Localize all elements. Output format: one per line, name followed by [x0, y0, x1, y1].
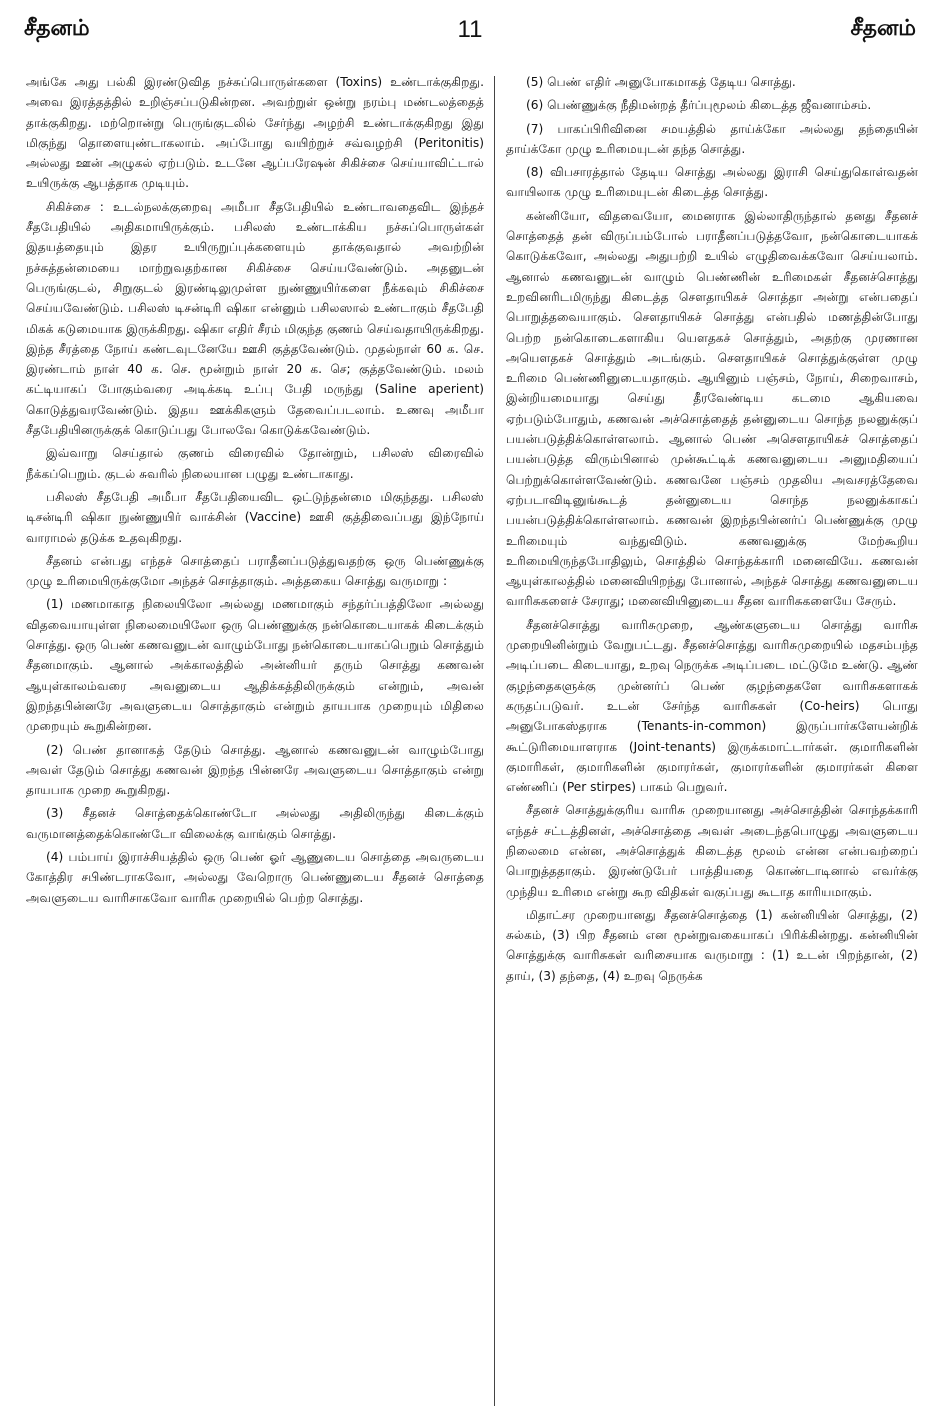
list-item-1: (1) மணமாகாத நிலையிலோ அல்லது மணமாகும் சந்தர்ப்பத்திலோ அல்லது விதவையாயுள்ள நிலைமையிலோ ஒரு பெண்ணுக்கு நன்கொடையாகக் கிடைக்கும் சொத்து. ஒரு பெண் கணவனுடன் வாழும்போது நன்கொடையாகப்பெறும் சொத்தும் சீதனமாகும். ஆனால் அக்காலத்தில் அன்னியர் தரும் சொத்து கணவன் ஆயுள்காலம்வரை அவனுடைய ஆதிக்கத்திலிருக்கும் என்றும், அவன் இறந்தபின்னரே அவளுடைய சொத்தாகும் என்றும் தாயபாக முறையும் மிதிலை முறையும் கூறுகின்றன. — [26, 597, 484, 734]
page-number: 11 — [457, 16, 483, 43]
paragraph-dysentery-toxins: அங்கே அது பல்கி இரண்டுவித நச்சுப்பொருள்களை (Toxins) உண்டாக்குகிறது. அவை இரத்தத்தில் உறிஞ்சப்படுகின்றன. அவற்றுள் ஒன்று நரம்பு மண்டலத்தைத் தாக்குகிறது. மற்றொன்று பெருங்குடலில் சேர்ந்து அழற்சி உண்டாக்குகிறது இது மிகுந்து தொளையுண்டாகலாம். அப்போது வயிற்றுச் சவ்வழற்சி (Peritonitis) அல்லது ஊன் அழுகல் ஏற்படும். உடனே ஆப்பரேஷன் சிகிச்சை செய்யாவிட்டால் உயிருக்கு ஆபத்தாக முடியும். — [26, 75, 484, 191]
right-column — [506, 72, 918, 1417]
column-divider — [494, 76, 495, 1406]
list-item-5: (5) பெண் எதிர் அனுபோகமாகத் தேடிய சொத்து. — [526, 75, 796, 89]
paragraph-mitakshara: மிதாட்சர முறையானது சீதனச்சொத்தை (1) கன்னியின் சொத்து, (2) சுல்கம், (3) பிற சீதனம் என மூன்றுவகையாகப் பிரிக்கின்றது. கன்னியின் சொத்துக்கு வாரிசுகள் வரிசையாக வருமாறு : (1) உடன் பிறந்தான், (2) தாய், (3) தந்தை, (4) உறவு நெருக்க — [506, 907, 918, 983]
paragraph-stridhana-definition: சீதனம் என்பது எந்தச் சொத்தைப் பராதீனப்படுத்துவதற்கு ஒரு பெண்ணுக்கு முழு உரிமையிருக்குமோ அந்தச் சொத்தாகும். அத்தகைய சொத்து வருமாறு : — [26, 553, 484, 589]
paragraph-treatment: சிகிச்சை : உடல்நலக்குறைவு அமீபா சீதபேதியில் உண்டாவதைவிட இந்தச் சீதபேதியில் அதிகமாயிருக்கும். பசிலஸ் உண்டாக்கிய நச்சுப்பொருள்கள் இதயத்தையும் இதர உயிருறுப்புக்களையும் தாக்குவதால் அவற்றின் நச்சுத்தன்மையை மாற்றுவதற்கான சிகிச்சை செய்யவேண்டும். அதனுடன் பெருங்குடல், சிறுகுடல் இரண்டிலுமுள்ள நுண்ணுயிர்களை நீக்கவும் சிகிச்சை செய்யவேண்டும். பசிலஸ் டிசன்டிரி ஷிகா என்னும் பசிலஸால் உண்டாகும் சீதபேதி மிகக் கடுமையாக இருக்கிறது. ஷிகா எதிர் சீரம் மிகுந்த குணம் செய்வதாயிருக்கிறது. இந்த சீரத்தை நோய் கண்டவுடனேயே ஊசி குத்தவேண்டும். முதல்நாள் 60 க. செ. இரண்டாம் நாள் 40 க. செ. மூன்றும் நாள் 20 க. செ; குத்தவேண்டும். மலம் கட்டியாகப் போகும்வரை அடிக்கடி உப்பு பேதி மருந்து (Saline aperient) கொடுத்துவரவேண்டும். இதய ஊக்கிகளும் தேவைப்படலாம். உணவு அமீபா சீதபேதியினருக்குக் கொடுப்பது போலவே கொடுக்கவேண்டும். — [26, 199, 484, 438]
list-item-2: (2) பெண் தானாகத் தேடும் சொத்து. ஆனால் கணவனுடன் வாழும்போது அவள் தேடும் சொத்து கணவன் இறந்த பின்னரே அவளுடைய சொத்தாகும் என்று தாயபாக முறை கூறுகிறது. — [26, 742, 484, 798]
left-column — [26, 72, 484, 1417]
list-item-7: (7) பாகப்பிரிவினை சமயத்தில் தாய்க்கோ அல்லது தந்தையின் தாய்க்கோ முழு உரிமையுடன் தந்த சொத்து. — [506, 121, 918, 156]
paragraph-vaccine: பசிலஸ் சீதபேதி அமீபா சீதபேதியைவிட ஒட்டுந்தன்மை மிகுந்தது. பசிலஸ் டிசன்டிரி ஷிகா நுண்ணுயிர் வாக்சின் (Vaccine) ஊசி குத்திவைப்பது இந்நோய் வாராமல் தடுக்க உதவுகிறது. — [26, 489, 484, 545]
list-item-4: (4) பம்பாய் இராச்சியத்தில் ஒரு பெண் ஓர் ஆணுடைய சொத்தை அவருடைய கோத்திர சபிண்டராகவோ, அல்லது வேறொரு பெண்ணுடைய சீதனச் சொத்தை அவளுடைய வாரிசாகவோ வாரிசு முறையில் பெற்ற சொத்து. — [26, 849, 484, 905]
list-item-6: (6) பெண்ணுக்கு நீதிமன்றத் தீர்ப்புமூலம் கிடைத்த ஜீவனாம்சம். — [526, 98, 872, 113]
paragraph-rights: கன்னியோ, விதவையோ, மைனராக இல்லாதிருந்தால் தனது சீதனச் சொத்தைத் தன் விருப்பம்போல் பராதீனப்படுத்தவோ, நன்கொடையாகக் கொடுக்கவோ, அல்லது அதுபற்றி உயில் எழுதிவைக்கவோ செய்யலாம். ஆனால் கணவனுடன் வாழும் பெண்ணின் உரிமைகள் சீதனச்சொத்து உறவினரிடமிருந்து கிடைத்த சௌதாயிகச் சொத்தா அன்று என்பதைப் பொறுத்தவையாகும். சௌதாயிகச் சொத்து என்பதில் மணத்தின்போது பெற்ற நன்கொடைகளாகிய யௌதகச் சொத்தும், அதற்கு முரணான அயௌதகச் சொத்தும் அடங்கும். சௌதாயிகச் சொத்துக்குள்ள முழு உரிமை பெண்ணினுடையதாகும். ஆயினும் பஞ்சம், நோய், சிறைவாசம், இன்றியமையாது செய்து தீரவேண்டிய கடமை ஆகியவை ஏற்படும்போதும், கணவன் அச்சொத்தைத் தன்னுடைய சொந்த நலனுக்குப் பயன்படுத்திக்கொள்ளலாம். ஆனால் பெண் அசௌதாயிகச் சொத்தைப் பயன்படுத்த விரும்பினால் முன்கூட்டிக் கணவனுடைய அனுமதியைப் பெற்றுக்கொள்ளவேண்டும். கணவனே பஞ்சம் முதலிய அவசரத்தேவை ஏற்படாவிடினுங்கூடத் தன்னுடைய சொந்த நலனுக்காகப் பயன்படுத்திக்கொள்ளலாம். கணவன் இறந்தபின்னர்ப் பெண்ணுக்கு முழு உரிமையும் வந்துவிடும். கணவனுக்கு மேற்கூறிய உரிமையிருந்தபோதிலும், சொத்தில் சொந்தக்காரி மனைவியே. கணவன் ஆயுள்காலத்தில் மனைவியிறந்து போனால், அந்தச் சொத்து கணவனுடைய வாரிசுகளைச் சேராது; மனைவியினுடைய சீதன வாரிசுகளையே சேரும். — [506, 208, 918, 609]
list-item-8: (8) விபசாரத்தால் தேடிய சொத்து அல்லது இராசி செய்துகொள்வதன் வாயிலாக முழு உரிமையுடன் கிடைத்த சொத்து. — [506, 165, 918, 200]
paragraph-succession-rules: சீதனச் சொத்துக்குரிய வாரிசு முறையானது அச்சொத்தின் சொந்தக்காரி எந்தச் சட்டத்தினள், அச்சொத்தை அவள் அடைந்தபொழுது அவளுடைய நிலைமை என்ன, அச்சொத்துக் கிடைத்த மூலம் என்ன என்பவற்றைப் பொறுத்ததாகும். இரண்டுபேர் பாத்தியதை கொண்டாடினால் எவர்க்கு முந்திய உரிமை என்று கூற விதிகள் வகுப்பது கூடாத காரியமாகும். — [506, 803, 918, 899]
paragraph-succession: சீதனச்சொத்து வாரிசுமுறை, ஆண்களுடைய சொத்து வாரிசு முறையினின்றும் வேறுபட்டது. சீதனச்சொத்து வாரிசுமுறையில் மதசம்பந்த அடிப்படை கிடையாது, உறவு நெருக்க அடிப்படை மட்டுமே உண்டு. ஆண் குழந்தைகளுக்கு முன்னர்ப் பெண் குழந்தைகளே வாரிசுகளாகக் கருதப்படுவர். உடன் சேர்ந்த வாரிசுகள் (Co-heirs) பொது அனுபோகஸ்தராக (Tenants-in-common) இருப்பார்களேயன்றிக் கூட்டுரிமையாளராக (Joint-tenants) இருக்கமாட்டார்கள். குமாரிகளின் குமாரிகள், குமாரிகளின் குமாரர்கள், குமாரர்களின் குமாரர்கள் கிளை எண்ணிப் (Per stirpes) பாகம் பெறுவர். — [506, 617, 918, 795]
running-head-left: சீதனம் — [24, 16, 90, 41]
paragraph-recovery: இவ்வாறு செய்தால் குணம் விரைவில் தோன்றும், பசிலஸ் விரைவில் நீக்கப்பெறும். குடல் சுவரில் நிலையான பழுது உண்டாகாது. — [26, 446, 484, 481]
list-item-3: (3) சீதனச் சொத்தைக்கொண்டோ அல்லது அதிலிருந்து கிடைக்கும் வருமானத்தைக்கொண்டோ விலைக்கு வாங்கும் சொத்து. — [26, 806, 484, 841]
running-head-right: சீதனம் — [850, 16, 916, 41]
page-header — [24, 16, 916, 56]
